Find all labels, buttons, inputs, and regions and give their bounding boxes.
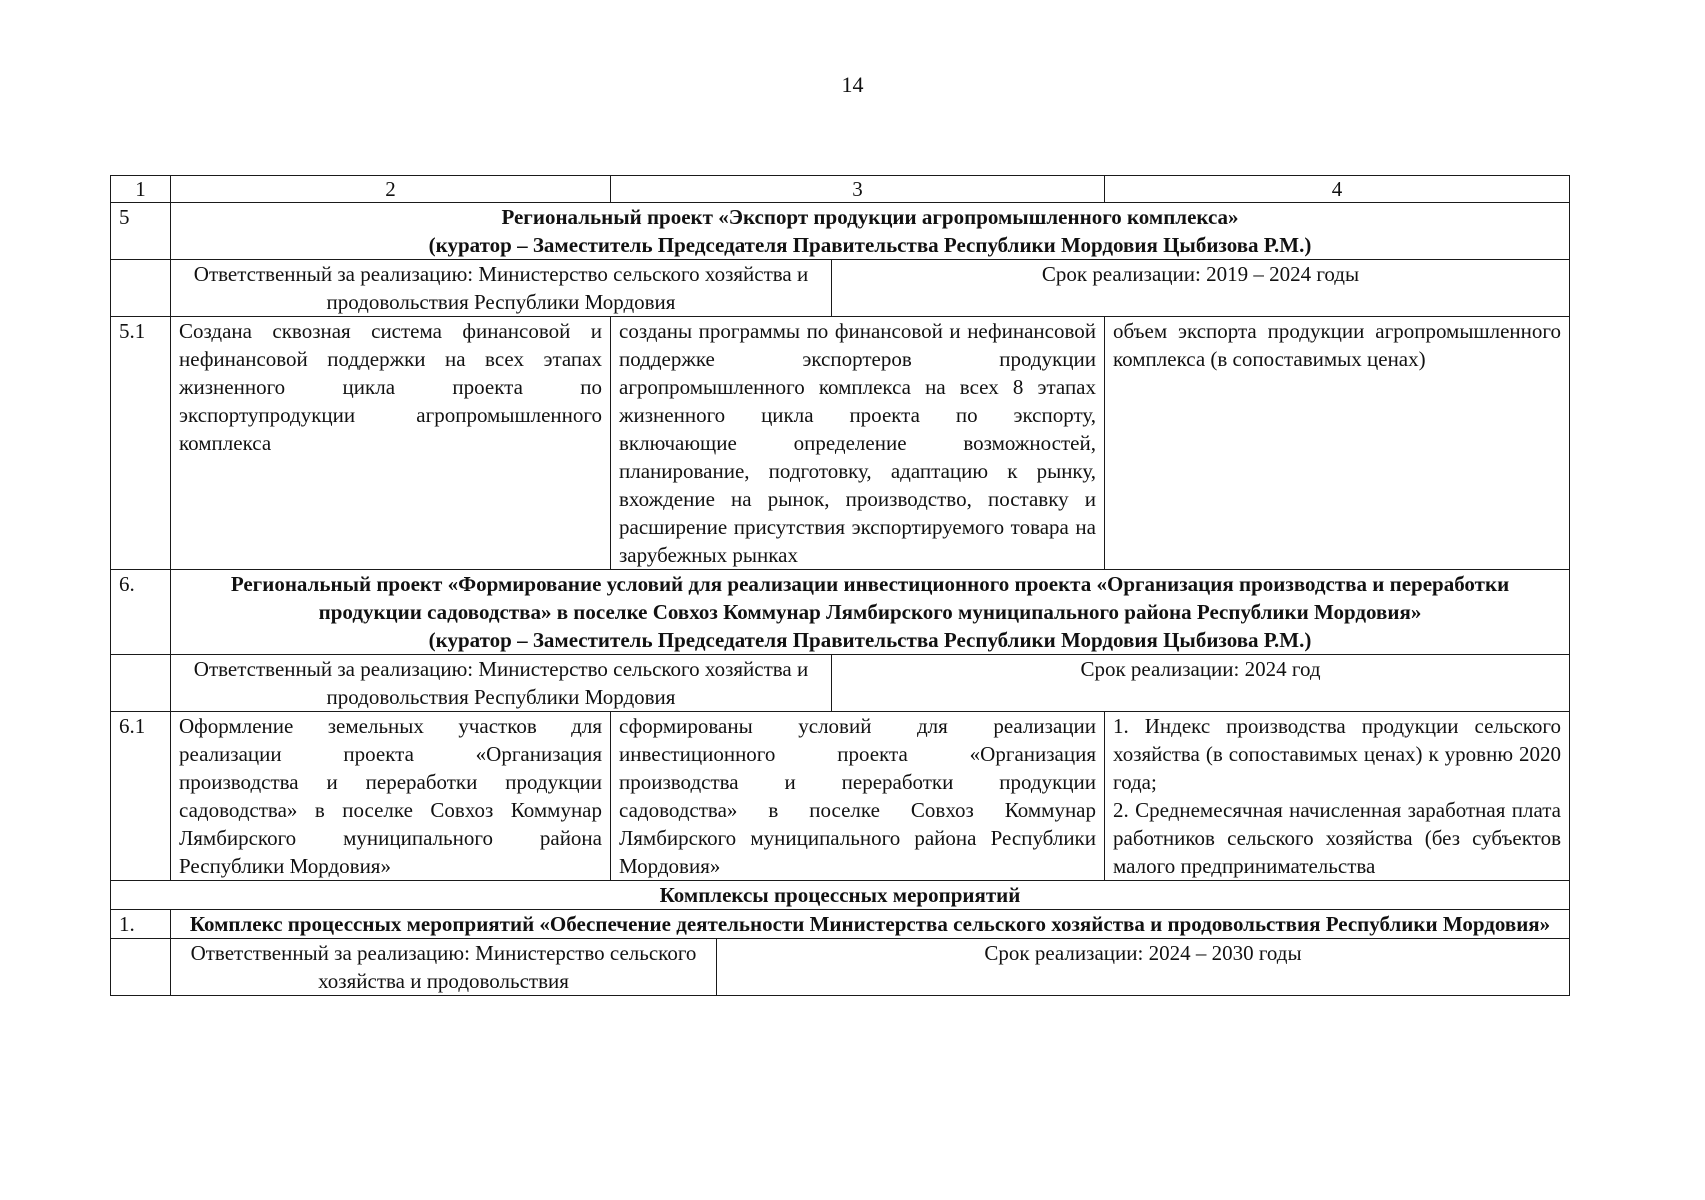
item-5-1-result: созданы программы по финансовой и нефинансовой поддержке экспортеров продукции агропромышленного комплекса на всех 8 этапах жизненного цикла проекта по экспорту, включающие определение возможностей, планирование, подготовку, адаптацию к рынку, вхождение на рынок, производство, поставку и расширение присутствия экспортируемого товара на зарубежных рынках <box>610 317 1104 569</box>
empty-cell <box>111 655 170 711</box>
complexes-heading-row <box>111 880 1569 909</box>
complex-1-meta <box>170 939 1569 995</box>
item-5-1-row <box>111 316 1569 569</box>
section-6-title-row <box>111 569 1569 654</box>
empty-cell <box>111 939 170 995</box>
header-col-4: 4 <box>1104 176 1569 202</box>
section-5-meta-row <box>111 259 1569 316</box>
section-5-curator: (куратор – Заместитель Председателя Правительства Республики Мордовия Цыбизова Р.М.) <box>428 233 1312 257</box>
page-number: 14 <box>841 72 864 97</box>
section-6-number: 6. <box>119 572 135 596</box>
measures-table <box>110 175 1570 996</box>
item-6-1-result: сформированы условий для реализации инвестиционного проекта «Организация производства и переработки продукции садоводства» в поселке Совхоз Коммунар Лямбирского муниципального района Республики Мордовия» <box>610 712 1104 880</box>
section-5-number: 5 <box>119 205 130 229</box>
complex-1-title: Комплекс процессных мероприятий «Обеспечение деятельности Министерства сельского хозяйства и продовольствия Республики Мордовия» <box>170 910 1569 938</box>
section-6-meta-row <box>111 654 1569 711</box>
section-6-title <box>170 570 1569 654</box>
section-5-title-row <box>111 202 1569 259</box>
section-5-meta <box>170 260 1569 316</box>
table-header-row <box>111 176 1569 202</box>
section-5-title <box>170 203 1569 259</box>
item-5-1-indicator: объем экспорта продукции агропромышленного комплекса (в сопоставимых ценах) <box>1104 317 1569 569</box>
empty-cell <box>111 260 170 316</box>
header-col-1: 1 <box>135 177 146 201</box>
section-6-meta <box>170 655 1569 711</box>
item-6-1-row <box>111 711 1569 880</box>
complex-1-meta-row <box>111 938 1569 995</box>
item-6-1-indicator-2: 2. Среднемесячная начисленная заработная плата работников сельского хозяйства (без субъектов малого предпринимательства <box>1113 798 1561 878</box>
complex-1-responsible: Ответственный за реализацию: Министерство сельского хозяйства и продовольствия <box>190 941 697 993</box>
item-5-1-task: Создана сквозная система финансовой и нефинансовой поддержки на всех этапах жизненного цикла проекта по экспортупродукции агропромышленного комплекса <box>170 317 610 569</box>
section-6-term: Срок реализации: 2024 год <box>831 655 1569 711</box>
item-6-1-task: Оформление земельных участков для реализации проекта «Организация производства и переработки продукции садоводства» в поселке Совхоз Коммунар Лямбирского муниципального района Республики Мордовия» <box>170 712 610 880</box>
section-6-title-line: Региональный проект «Формирование условий для реализации инвестиционного проекта «Организация производства и переработки продукции садоводства» в поселке Совхоз Коммунар Лямбирского муниципального района Республики Мордовия» <box>230 572 1510 624</box>
complex-1-term: Срок реализации: 2024 – 2030 годы <box>716 939 1569 995</box>
section-5-term: Срок реализации: 2019 – 2024 годы <box>831 260 1569 316</box>
item-5-1-number: 5.1 <box>119 319 146 343</box>
item-6-1-number: 6.1 <box>119 714 146 738</box>
complex-1-number: 1. <box>119 912 135 936</box>
header-col-3: 3 <box>610 176 1104 202</box>
header-col-2: 2 <box>170 176 610 202</box>
item-6-1-indicator-1: 1. Индекс производства продукции сельского хозяйства (в сопоставимых ценах) к уровню 2020 года; <box>1113 714 1561 794</box>
complex-1-title-row <box>111 909 1569 938</box>
section-5-responsible: Ответственный за реализацию: Министерство сельского хозяйства и продовольствия Республики Мордовия <box>193 262 809 314</box>
section-6-responsible: Ответственный за реализацию: Министерство сельского хозяйства и продовольствия Республики Мордовия <box>193 657 809 709</box>
section-5-title-line: Региональный проект «Экспорт продукции агропромышленного комплекса» <box>501 205 1239 229</box>
item-6-1-indicators <box>1104 712 1569 880</box>
section-6-curator: (куратор – Заместитель Председателя Правительства Республики Мордовия Цыбизова Р.М.) <box>428 628 1312 652</box>
complexes-heading: Комплексы процессных мероприятий <box>659 883 1021 907</box>
